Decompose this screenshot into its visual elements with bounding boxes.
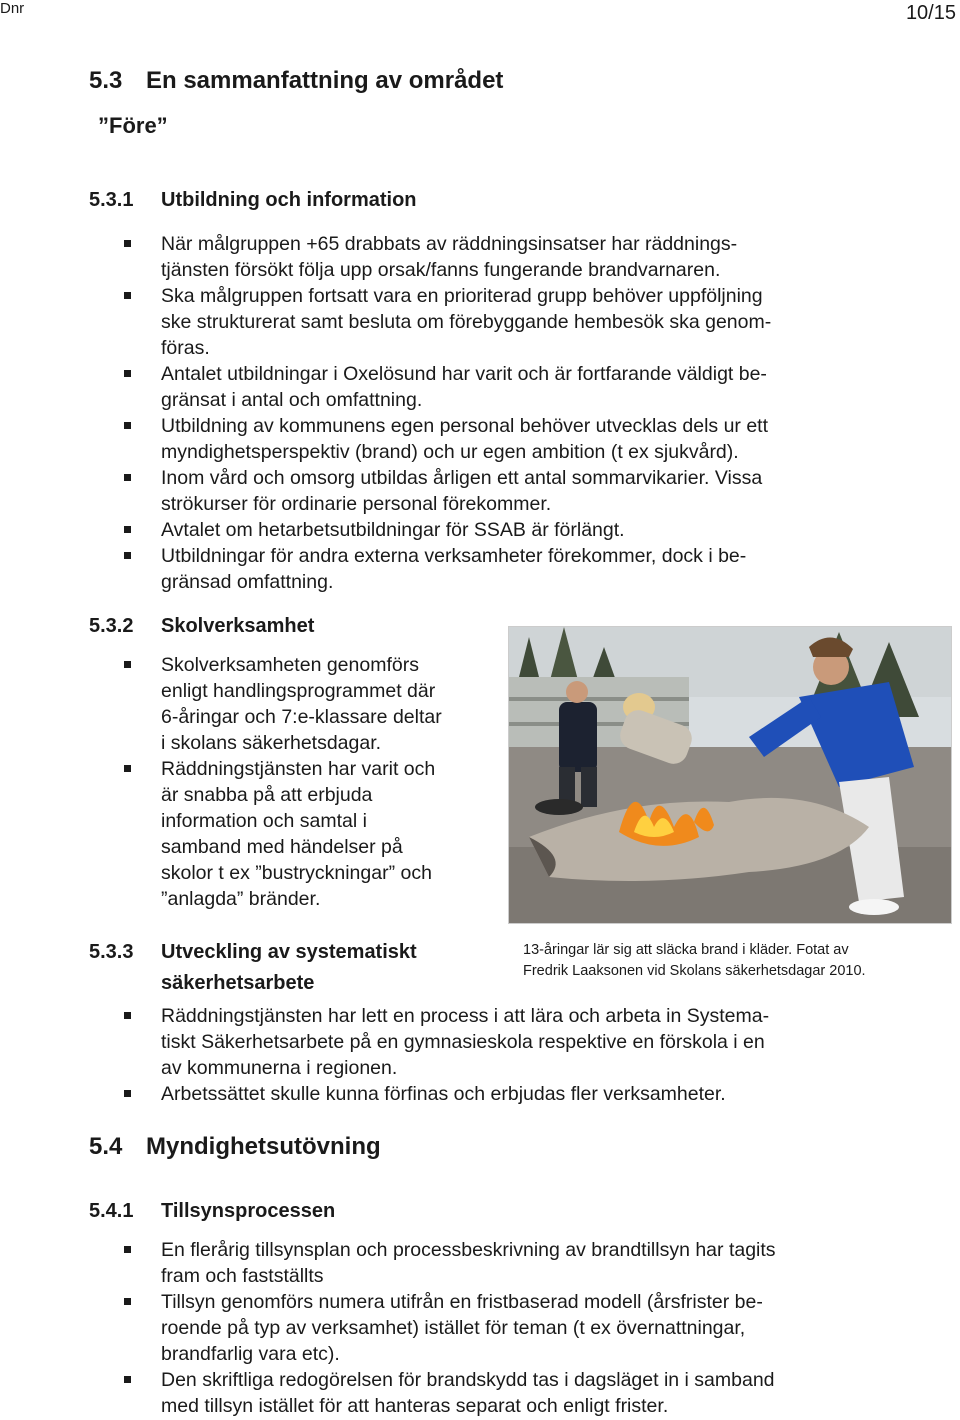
section-title: Tillsynsprocessen <box>161 1200 336 1222</box>
section-number: 5.3.1 <box>89 189 134 211</box>
section-heading-5-3-1 <box>89 189 417 212</box>
bullet-list-skolverksamhet <box>161 652 501 912</box>
list-item: Ska målgruppen fortsatt vara en prioriterad grupp behöver uppföljning ske strukturerat samt besluta om förebyggande hembesök ska genom- föras. <box>161 283 881 361</box>
fire-training-photo <box>508 626 952 924</box>
section-number: 5.4.1 <box>89 1200 134 1222</box>
document-number-label: Dnr <box>0 0 25 17</box>
section-number: 5.4 <box>89 1133 123 1160</box>
page-number: 10/15 <box>905 2 956 24</box>
photo-caption: 13-åringar lär sig att släcka brand i kläder. Fotat av Fredrik Laaksonen vid Skolans säkerhetsdagar 2010. <box>523 942 866 979</box>
section-title-line2: säkerhetsarbete <box>161 972 315 994</box>
list-item: Skolverksamheten genomförs enligt handlingsprogrammet där 6-åringar och 7:e-klassare deltar i skolans säkerhetsdagar. <box>161 652 501 756</box>
list-item: Räddningstjänsten har varit och är snabba på att erbjuda information och samtal i samband med händelser på skolor t ex ”bustryckningar” och ”anlagda” bränder. <box>161 756 501 912</box>
list-item: Utbildningar för andra externa verksamheter förekommer, dock i be- gränsad omfattning. <box>161 543 881 595</box>
section-title: Skolverksamhet <box>161 615 315 637</box>
bullet-list-systematiskt <box>161 1003 881 1107</box>
list-item: Antalet utbildningar i Oxelösund har varit och är fortfarande väldigt be- gränsat i antal och omfattning. <box>161 361 881 413</box>
list-item: En flerårig tillsynsplan och processbeskrivning av brandtillsyn har tagits fram och fastställts <box>161 1237 891 1289</box>
section-number: 5.3.2 <box>89 615 134 637</box>
bullet-list-tillsyn <box>161 1237 891 1419</box>
section-heading-5-4 <box>89 1133 381 1161</box>
section-title: Myndighetsutövning <box>146 1133 381 1160</box>
section-heading-5-3-2 <box>89 615 314 638</box>
section-heading-5-4-1 <box>89 1200 335 1223</box>
section-title: En sammanfattning av området <box>146 67 504 94</box>
list-item: Den skriftliga redogörelsen för brandskydd tas i dagsläget in i samband med tillsyn istället för att hanteras separat och enligt frister. <box>161 1367 891 1419</box>
bullet-list-utbildning <box>161 231 881 595</box>
list-item: Inom vård och omsorg utbildas årligen ett antal sommarvikarier. Vissa strökurser för ordinarie personal förekommer. <box>161 465 881 517</box>
section-heading-5-3-3 <box>89 937 417 999</box>
section-number: 5.3.3 <box>89 941 134 963</box>
section-number: 5.3 <box>89 67 123 94</box>
section-subheading: ”Före” <box>98 113 168 138</box>
list-item: Avtalet om hetarbetsutbildningar för SSAB är förlängt. <box>161 517 881 543</box>
section-heading-5-3 <box>89 67 503 95</box>
list-item: Tillsyn genomförs numera utifrån en fristbaserad modell (årsfrister be- roende på typ av verksamhet) istället för teman (t ex övernattningar, brandfarlig vara etc). <box>161 1289 891 1367</box>
section-title: Utbildning och information <box>161 189 417 211</box>
list-item: Utbildning av kommunens egen personal behöver utvecklas dels ur ett myndighetsperspektiv (brand) och ur egen ambition (t ex sjukvård). <box>161 413 881 465</box>
list-item: Räddningstjänsten har lett en process i att lära och arbeta in Systema- tiskt Säkerhetsarbete på en gymnasieskola respektive en förskola i en av kommunerna i regionen. <box>161 1003 881 1081</box>
section-title-line1: Utveckling av systematiskt <box>161 941 417 963</box>
list-item: Arbetssättet skulle kunna förfinas och erbjudas fler verksamheter. <box>161 1081 881 1107</box>
list-item: När målgruppen +65 drabbats av räddningsinsatser har räddnings- tjänsten försökt följa upp orsak/fanns fungerande brandvarnaren. <box>161 231 881 283</box>
